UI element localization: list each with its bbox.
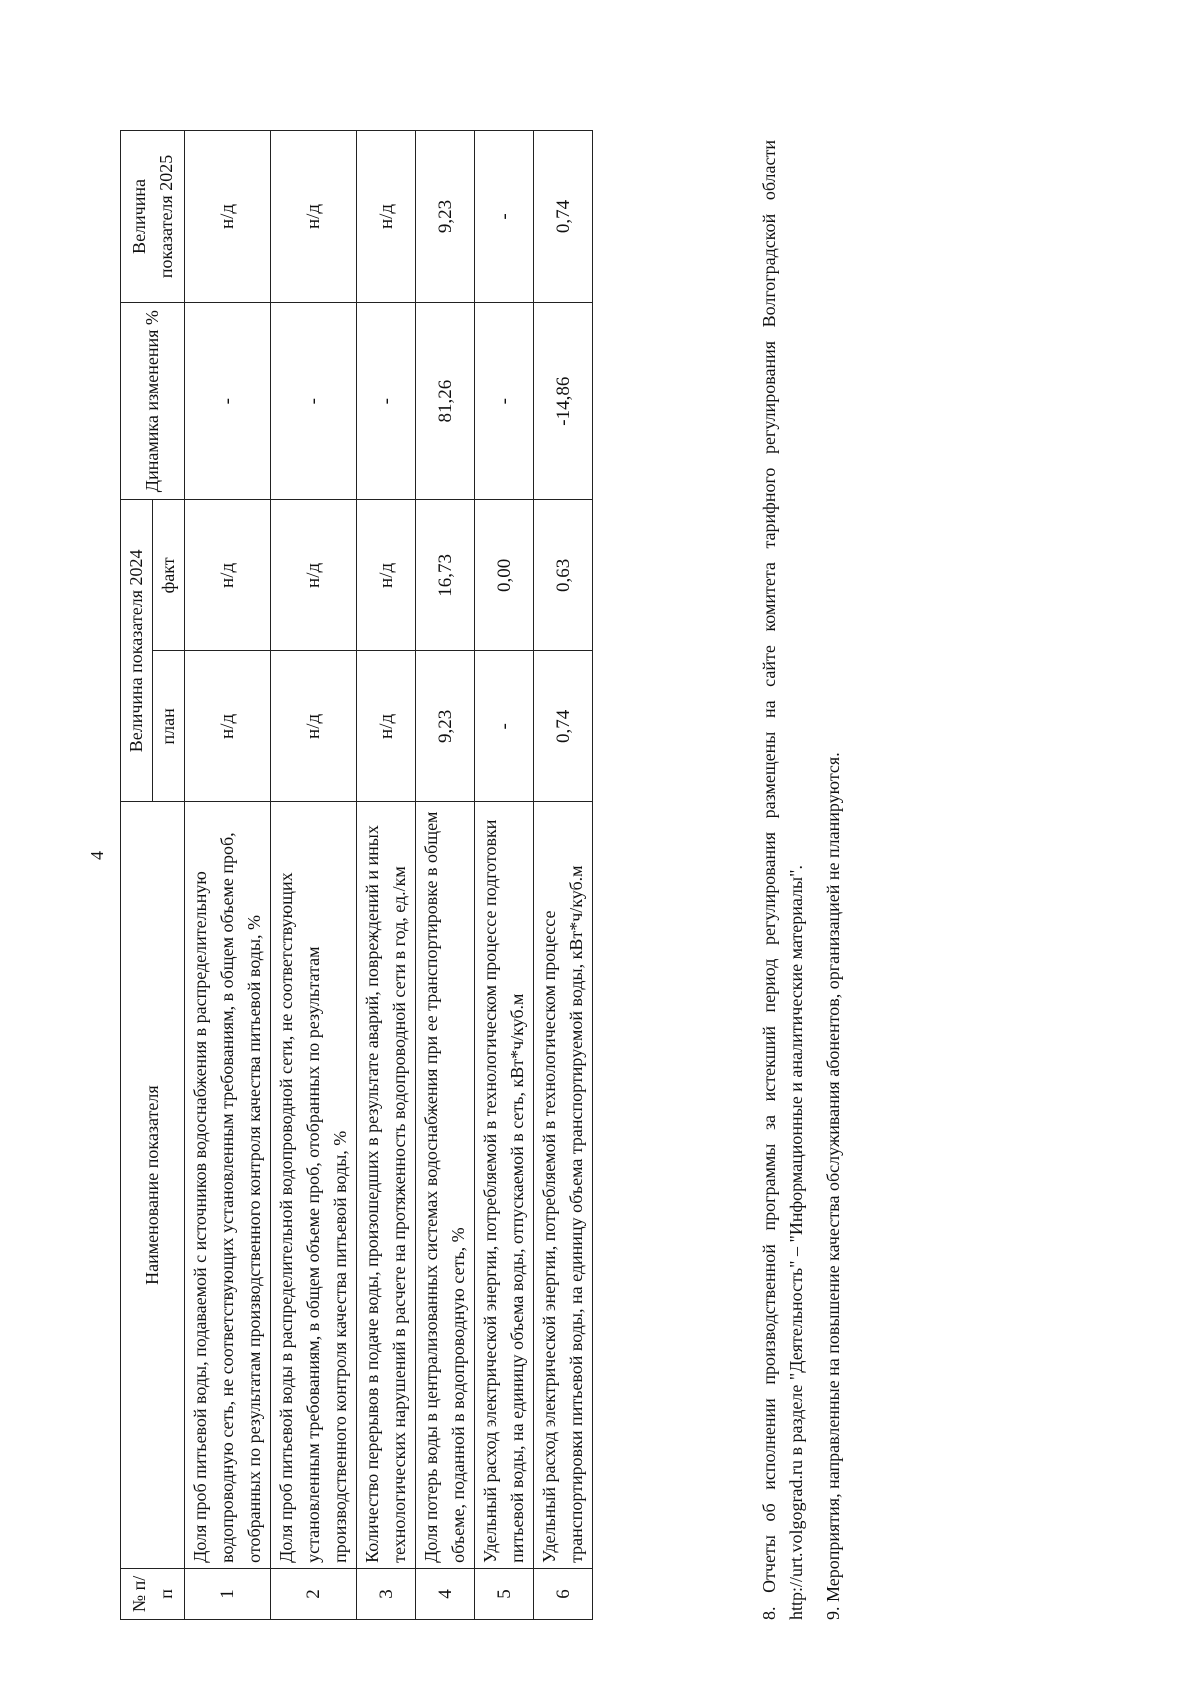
- row-plan: 0,74: [534, 651, 593, 802]
- header-fact: факт: [153, 500, 185, 651]
- table-header-row: [121, 131, 153, 1620]
- header-value-2025: Величина показателя 2025: [121, 131, 185, 303]
- header-num: № п/п: [121, 1568, 185, 1619]
- row-plan: н/д: [357, 651, 416, 802]
- header-plan: план: [153, 651, 185, 802]
- table-row: [357, 131, 416, 1620]
- row-name: Удельный расход электрической энергии, потребляемой в технологическом процессе подготовки питьевой воды, на единицу объема воды, отпускаемой в сеть, кВт*ч/куб.м: [475, 802, 534, 1569]
- row-plan: н/д: [271, 651, 357, 802]
- row-dynamics: -: [271, 302, 357, 499]
- indicators-table: [120, 130, 593, 1620]
- row-fact: 0,63: [534, 500, 593, 651]
- row-value-2025: н/д: [271, 131, 357, 303]
- table-row: [416, 131, 475, 1620]
- row-num: 2: [271, 1568, 357, 1619]
- table-row: [534, 131, 593, 1620]
- row-num: 4: [416, 1568, 475, 1619]
- row-num: 3: [357, 1568, 416, 1619]
- table-row: [185, 131, 271, 1620]
- page-number: 4: [87, 851, 107, 860]
- row-num: 6: [534, 1568, 593, 1619]
- row-value-2025: н/д: [357, 131, 416, 303]
- row-name: Доля потерь воды в централизованных системах водоснабжения при ее транспортировке в общем объеме, поданной в водопроводную сеть, %: [416, 802, 475, 1569]
- row-fact: 16,73: [416, 500, 475, 651]
- header-name: Наименование показателя: [121, 802, 185, 1569]
- row-plan: 9,23: [416, 651, 475, 802]
- note-9-paragraph: 9. Мероприятия, направленные на повышение качества обслуживания абонентов, организацией не планируются.: [823, 752, 843, 1620]
- row-value-2025: -: [475, 131, 534, 303]
- row-name: Удельный расход электрической энергии, потребляемой в технологическом процессе транспортировки питьевой воды, на единицу объема транспортируемой воды, кВт*ч/куб.м: [534, 802, 593, 1569]
- row-value-2025: н/д: [185, 131, 271, 303]
- row-dynamics: -14,86: [534, 302, 593, 499]
- row-fact: н/д: [271, 500, 357, 651]
- row-fact: н/д: [357, 500, 416, 651]
- row-fact: 0,00: [475, 500, 534, 651]
- row-name: Доля проб питьевой воды в распределительной водопроводной сети, не соответствующих установленным требованиям, в общем объеме проб, отобранных по результатам производственного контроля качества питьевой воды, %: [271, 802, 357, 1569]
- row-fact: н/д: [185, 500, 271, 651]
- row-name: Количество перерывов в подаче воды, произошедших в результате аварий, повреждений и иных технологических нарушений в расчете на протяженность водопроводной сети в год, ед./км: [357, 802, 416, 1569]
- table-row: [271, 131, 357, 1620]
- row-value-2025: 9,23: [416, 131, 475, 303]
- row-plan: -: [475, 651, 534, 802]
- row-num: 1: [185, 1568, 271, 1619]
- rotated-page-content: [120, 70, 980, 1620]
- row-plan: н/д: [185, 651, 271, 802]
- row-value-2025: 0,74: [534, 131, 593, 303]
- row-dynamics: 81,26: [416, 302, 475, 499]
- row-dynamics: -: [357, 302, 416, 499]
- row-name: Доля проб питьевой воды, подаваемой с источников водоснабжения в распределительную водопроводную сеть, не соответствующих установленным требованиям, в общем объеме проб, отобранных по результатам производственного контроля качества питьевой воды, %: [185, 802, 271, 1569]
- row-dynamics: -: [185, 302, 271, 499]
- header-value-2024: Величина показателя 2024: [121, 500, 153, 802]
- row-dynamics: -: [475, 302, 534, 499]
- table-row: [475, 131, 534, 1620]
- header-dynamics: Динамика изменения %: [121, 302, 185, 499]
- row-num: 5: [475, 1568, 534, 1619]
- note-8-paragraph: 8. Отчеты об исполнении производственной программы за истекший период регулирования размещены на сайте комитета тарифного регулирования Волгоградской области http://urt.volgograd.ru в разделе "Деятельность" – "Информационные и аналитические материалы".: [759, 140, 806, 1620]
